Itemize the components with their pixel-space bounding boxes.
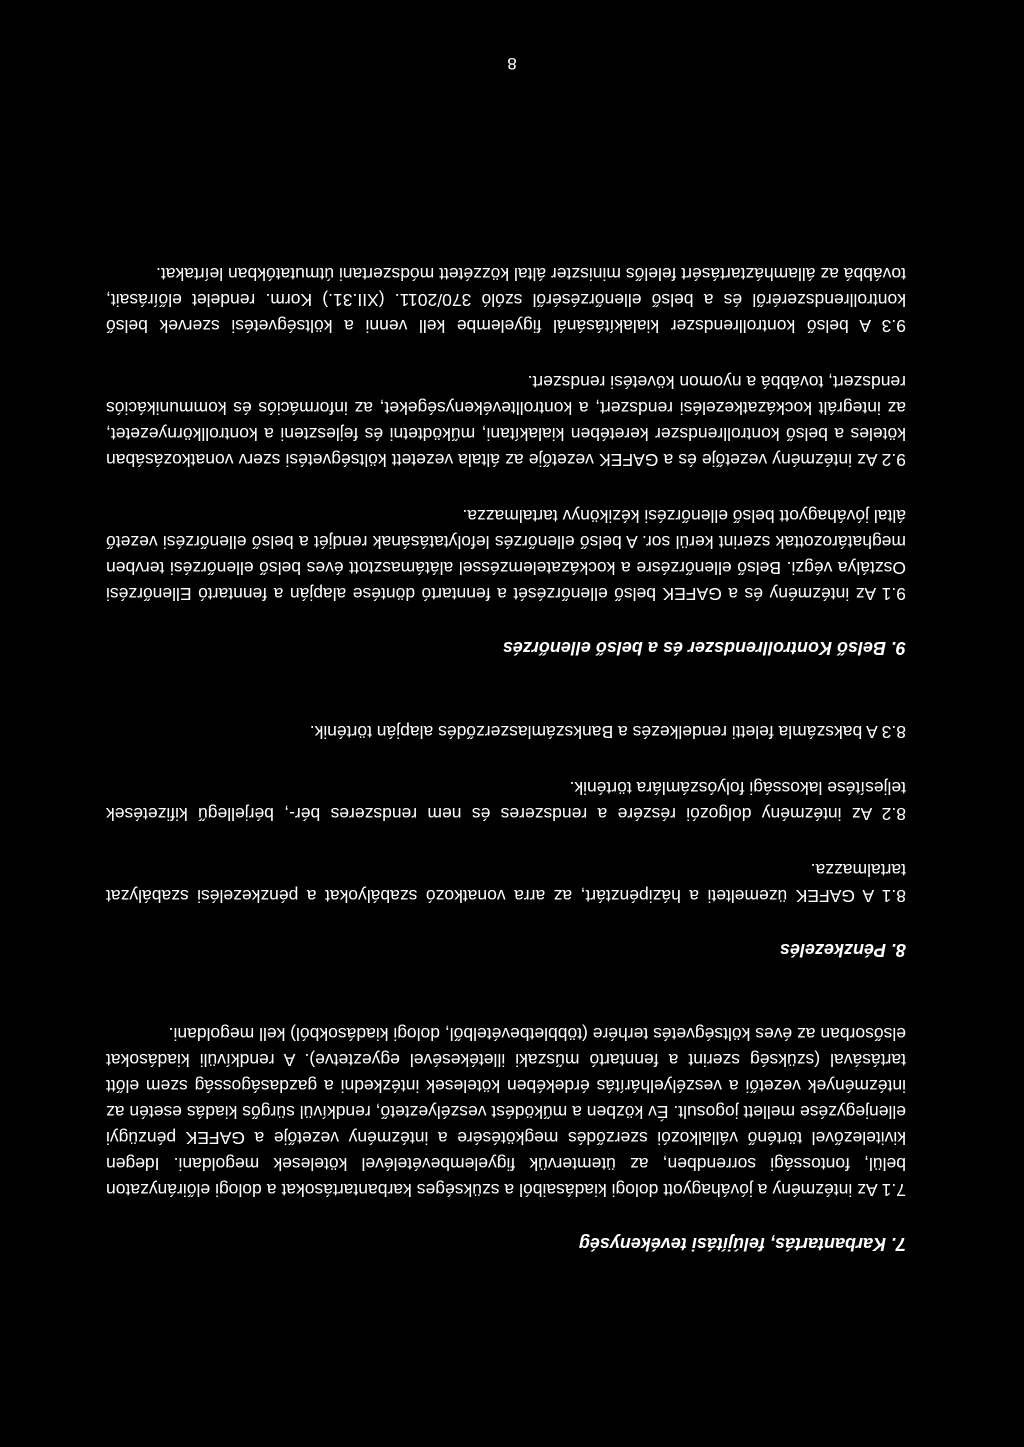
paragraph-7-1: 7.1 Az intézmény a jóváhagyott dologi kiadásaiból a szükséges karbantartásokat a dologi előirányzaton belül, fontossági sorrendben, az ütemtervük figyelembevételével kötelesek megoldani. Idegen kivitelezővel történő vállalkozói szerződés megkötésére a intézmény vezetője a GAFEK pénzügyi ellenjegyzése mellett jogosult. Év közben a működést veszélyeztető, rendkívül sürgős kiadás esetén az intézmények vezetői a veszélyelhárítás érdekében kötelesek intézkedni a gazdaságosság szem előtt tartásával (szükség szerint a fenntartó műszaki illetékesével egyeztetve). A rendkívüli kiadásokat elsősorban az éves költségvetés terhére (többletbevételből, dologi kiadásokból) kell megoldani.: [106, 1024, 906, 1200]
paragraph-9-3: 9.3 A belső kontrollrendszer kialakításánál figyelembe kell venni a költségvetési szervek belső kontrollrendszeréről és a belső ellenőrzéséről szóló 370/2011. (XII.31.) Korm. rendelet előírásait, továbbá az államháztartásért felelős miniszter által közzétett módszertani útmutatókban leírtakat.: [106, 264, 906, 336]
section-title-cash-management: 8. Pénzkezelés: [779, 940, 906, 960]
document-body: [106, 231, 906, 1257]
paragraph-8-3: 8.3 A bakszámla feletti rendelkezés a Bankszámlaszerződés alapján történik.: [309, 722, 906, 742]
paragraph-9-1: 9.1 Az intézmény és a GAFEK belső ellenőrzését a fenntartó döntése alapján a fenntartó Ellenőrzési Osztálya végzi. Belső ellenőrzésre a kockázatelemzéssel alátámasztott éves belső ellenőrzési tervben meghatározottak szerint kerül sor. A belső ellenőrzés lefolytatásának rendjét a belső ellenőrzési vezető által jóváhagyott belső ellenőrzési kézikönyv tartalmazza.: [106, 506, 906, 604]
section-title-maintenance: 7. Karbantartás, felújítási tevékenység: [578, 1234, 906, 1254]
page-number: 8: [507, 54, 517, 73]
section-title-internal-control: 9. Belső Kontrollrendszer és a belső ellenőrzés: [502, 638, 906, 658]
paragraph-8-1: 8.1 A GAFEK üzemelteti a házipénztárt, az arra vonatkozó szabályokat a pénzkezelési szabályzat tartalmazza.: [106, 860, 906, 906]
paragraph-9-2: 9.2 Az intézmény vezetője és a GAFEK vezetője az általa vezetett költségvetési szerv vonatkozásában köteles a belső kontrollrendszer keretében kialakítani, működtetni és fejleszteni a kontrollkörnyezetet, az integrált kockázatkezelési rendszert, a kontrolltevékenységeket, az információs és kommunikációs rendszert, továbbá a nyomon követési rendszert.: [106, 372, 906, 470]
paragraph-8-2: 8.2 Az intézmény dolgozói részére a rendszeres és nem rendszeres bér-, bérjellegű kifizetések teljesítése lakossági folyószámlára történik.: [106, 778, 906, 824]
